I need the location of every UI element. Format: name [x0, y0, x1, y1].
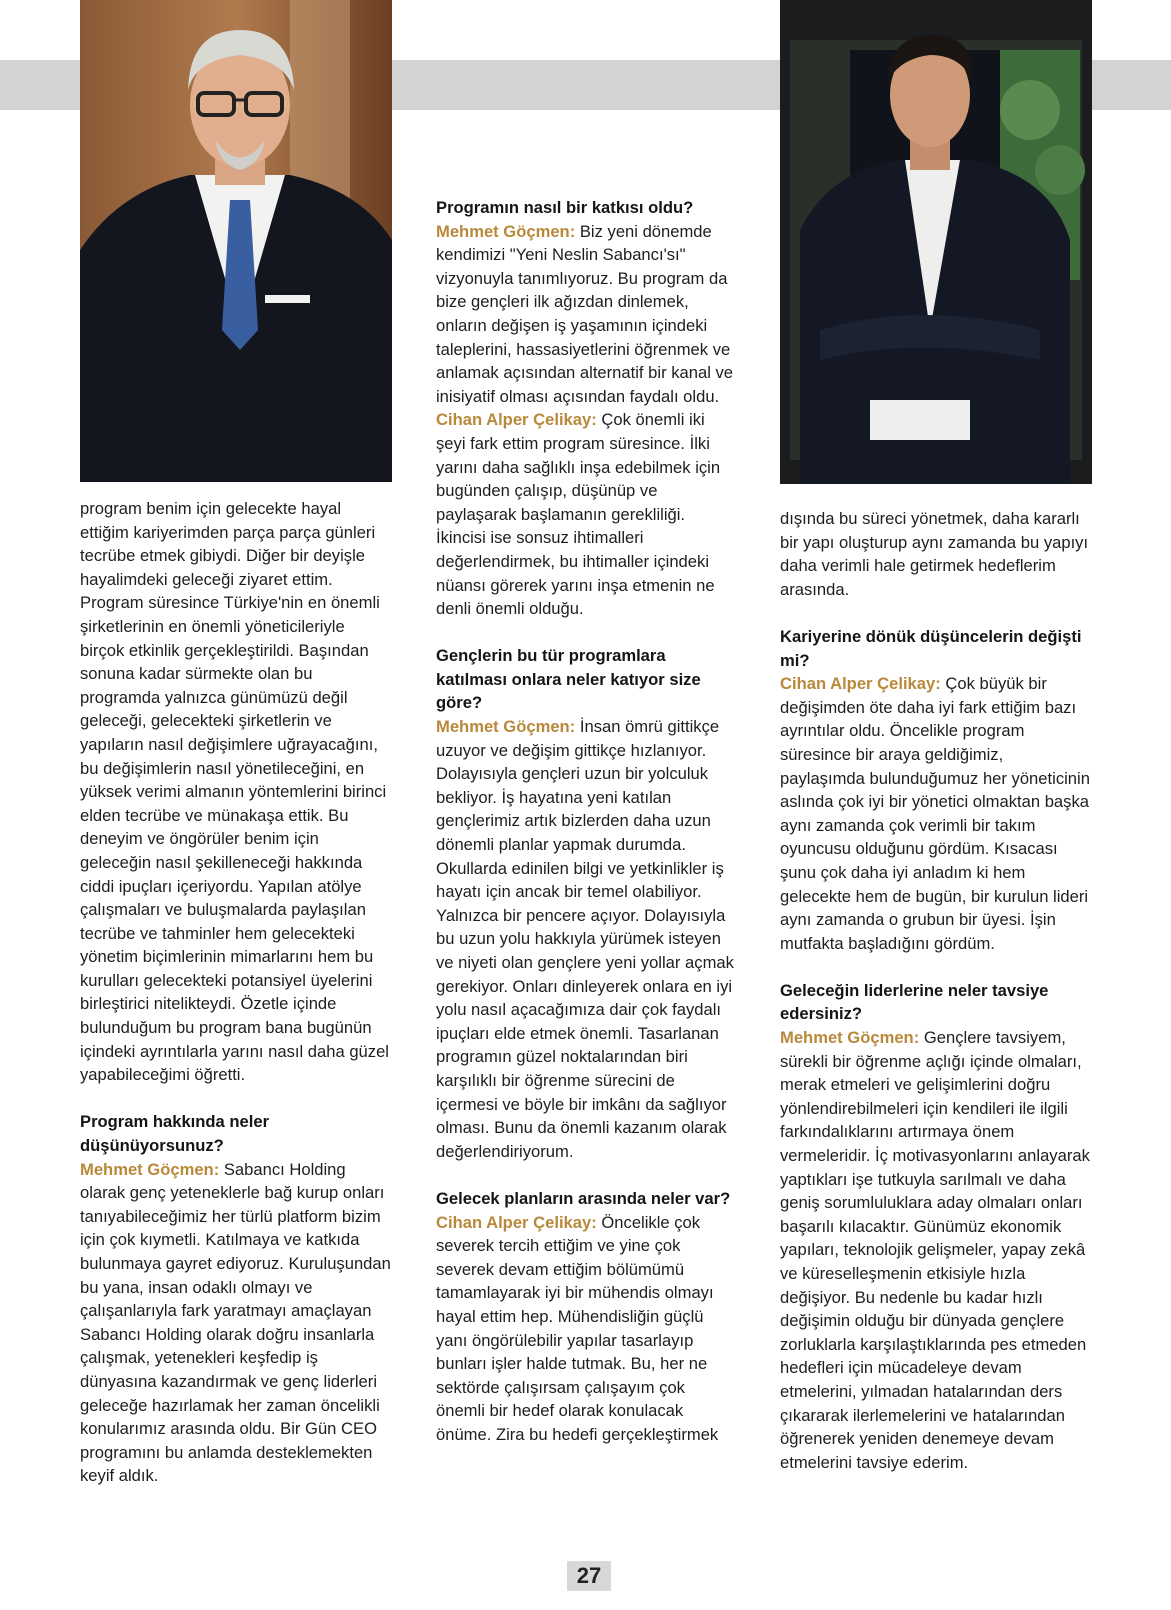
speaker-name: Mehmet Göçmen:	[80, 1159, 220, 1179]
answer-text: Öncelikle çok severek tercih ettiğim ve yine çok severek devam ettiğim bölümümü tamamlayarak iyi bir mühendis olmayı hayal ettim hep. Mühendisliğin güçlü yanı öngörülebilir yapılar tasarlayıp bunları işler halde tutmak. Bu, her ne sektörde çalışırsam çalışayım çok önemli bir hedef olarak konulacak önüme. Zira bu hedefi gerçekleştirmek	[436, 1212, 719, 1444]
header-band-left	[0, 60, 80, 110]
header-band-middle	[392, 60, 780, 110]
answer-text: İnsan ömrü gittikçe uzuyor ve değişim gittikçe hızlanıyor. Dolayısıyla gençleri uzun bir yolculuk bekliyor. İş hayatına yeni katılan gençlerimiz artık bizlerden daha uzun dönemli planlar yapmak durumda. Okullarda edinilen bilgi ve yetkinlikler iş hayatı için ancak bir temel olabiliyor. Yalnızca bir pencere açıyor. Dolayısıyla bu uzun yolu hakkıyla yürümek isteyen ve niyeti olan gençlere yeni yollar açmak gerekiyor. Onları dinleyerek onlara en iyi yolu nasıl açacağımıza dair çok faydalı ipuçları elde etmek önemli. Tasarlanan programın güzel noktalarından biri karşılıklı bir öğrenme sürecini de içermesi ve böyle bir imkânı da sağlıyor olması. Bunu da önemli kazanım olarak değerlendiriyorum.	[436, 717, 734, 1161]
answer-paragraph	[780, 1026, 1090, 1474]
article-column-middle	[436, 196, 736, 1446]
answer-paragraph	[80, 1158, 392, 1488]
answer-paragraph	[436, 715, 736, 1163]
answer-paragraph	[436, 220, 736, 409]
question-heading: Program hakkında neler düşünüyorsunuz?	[80, 1112, 270, 1156]
portrait-photo-right	[780, 0, 1092, 484]
header-band-right	[1092, 60, 1171, 110]
question-heading: Gençlerin bu tür programlara katılması onlara neler katıyor size göre?	[436, 646, 701, 713]
question-heading: Kariyerine dönük düşüncelerin değişti mi?	[780, 626, 1082, 670]
answer-paragraph	[436, 408, 736, 620]
speaker-name: Mehmet Göçmen:	[436, 717, 576, 737]
speaker-name: Cihan Alper Çelikay:	[780, 674, 941, 694]
answer-paragraph	[436, 1211, 736, 1447]
paragraph-continued: dışında bu süreci yönetmek, daha kararlı bir yapı oluşturup aynı zamanda bu yapıyı daha verimli hale getirmek hedeflerim arasında.	[780, 509, 1089, 599]
answer-text: Gençlere tavsiyem, sürekli bir öğrenme açlığı içinde olmaları, merak etmeleri ve gelişimlerini doğru yönlendirebilmeleri için kendileri ile ilgili farkındalıklarını artırmaya önem vermeleridir. İç motivasyonlarını anlayarak yaptıkları işe tutkuyla sarılmalı ve daha geniş sorumluluklara aday olmaları onları başarılı kılacaktır. Günümüz ekonomik yapıları, teknolojik gelişmeler, yapay zekâ ve küreselleşmenin etkisiyle hızla değişiyor. Bu nedenle bu kadar hızlı değişimin olduğu bir dünyada gençlere zorluklarla karşılaştıklarında pes etmeden hedefleri için mücadeleye devam etmelerini, yılmadan hatalarından ders çıkararak ilerlemelerini ve hatalarından öğrenerek yeniden denemeye devam etmelerini tavsiye ederim.	[780, 1028, 1090, 1472]
speaker-name: Cihan Alper Çelikay:	[436, 1212, 597, 1232]
page-number: 27	[567, 1561, 611, 1591]
answer-text: Çok büyük bir değişimden öte daha iyi fark ettiğim bazı ayrıntılar oldu. Öncelikle program süresince bir araya geldiğimiz, paylaşımda bulunduğumuz her yöneticinin aslında çok iyi bir yönetici olmaktan başka aynı zamanda çok verimli bir takım oyuncusu olduğunu gördüm. Kısacası şunu çok daha iyi anladım ki hem gelecekte hem de bugün, bir kurulun lideri aynı zamanda o grubun bir üyesi. İşin mutfakta başladığını gördüm.	[780, 674, 1090, 953]
answer-text: Sabancı Holding olarak genç yeteneklerle bağ kurup onları tanıyabileceğimiz her türlü platform bizim için çok kıymetli. Katılmaya ve katkıda bulunmaya gayret ediyoruz. Kuruluşundan bu yana, insan odaklı olmayı ve çalışanlarıyla fark yaratmayı amaçlayan Sabancı Holding olarak doğru insanlarla çalışmak, yetenekleri keşfedip iş dünyasına kazandırmak ve genç liderleri geleceğe hazırlamak her zaman öncelikli konularımız arasında oldu. Bir Gün CEO programını bu anlamda desteklemekten keyif aldık.	[80, 1159, 391, 1486]
article-column-right	[780, 507, 1090, 1474]
question-heading: Gelecek planların arasında neler var?	[436, 1188, 731, 1208]
answer-text: Biz yeni dönemde kendimizi "Yeni Neslin Sabancı'sı" vizyonuyla tanımlıyoruz. Bu program da bize gençleri ilk ağızdan dinlemek, onların değişen iş yaşamının içindeki taleplerini, hassasiyetlerini öğrenmek ve anlamak açısından alternatif bir kanal ve inisiyatif olması açısından faydalı oldu.	[436, 221, 734, 406]
paragraph-intro-continued: program benim için gelecekte hayal ettiğim kariyerimden parça parça günleri tecrübe etmek gibiydi. Diğer bir deyişle hayalimdeki geleceği ziyaret ettim. Program süresince Türkiye'nin en önemli şirketlerinin en önemli yöneticileriyle birçok etkinlik gerçekleştirildi. Başından sonuna kadar sürmekte olan bu programda yalnızca günümüzü değil geleceği, gelecekteki şirketlerin ve yapıların nasıl değişimlere uğrayacağını, bu değişimlerin nasıl yönetileceğini, en yüksek verimi almanın yöntemlerini birinci elden tecrübe ve münakaşa ettik. Bu deneyim ve öngörüler benim için geleceğin nasıl şekilleneceği hakkında ciddi ipuçları içeriyordu. Yapılan atölye çalışmaları ve buluşmalarda paylaşılan tecrübe ve tahminler hem gelecekteki yönetim biçimlerinin mimarlarını hem bu kurulları gelecekteki potansiyel üyelerini birleştirici nitelikteydi. Özetle içinde bulunduğum bu program bana bugünün içindeki ayrıntılarla yarını nasıl daha güzel yapabileceğimi öğretti.	[80, 499, 389, 1085]
answer-paragraph	[780, 672, 1090, 955]
article-column-left	[80, 497, 392, 1488]
speaker-name: Cihan Alper Çelikay:	[436, 410, 597, 430]
question-heading: Programın nasıl bir katkısı oldu?	[436, 198, 694, 217]
speaker-name: Mehmet Göçmen:	[780, 1028, 920, 1048]
portrait-photo-left	[80, 0, 392, 482]
speaker-name: Mehmet Göçmen:	[436, 221, 576, 241]
question-heading: Geleceğin liderlerine neler tavsiye edersiniz?	[780, 980, 1049, 1024]
answer-text: Çok önemli iki şeyi fark ettim program süresince. İlki yarını daha sağlıklı inşa edebilmek için bugünden çalışıp, düşünüp ve paylaşarak başlamanın gerekliliği. İkincisi ise sonsuz ihtimalleri değerlendirmek, bu ihtimaller içindeki nüansı görerek yarını inşa etmenin ne denli önemli olduğu.	[436, 410, 721, 619]
